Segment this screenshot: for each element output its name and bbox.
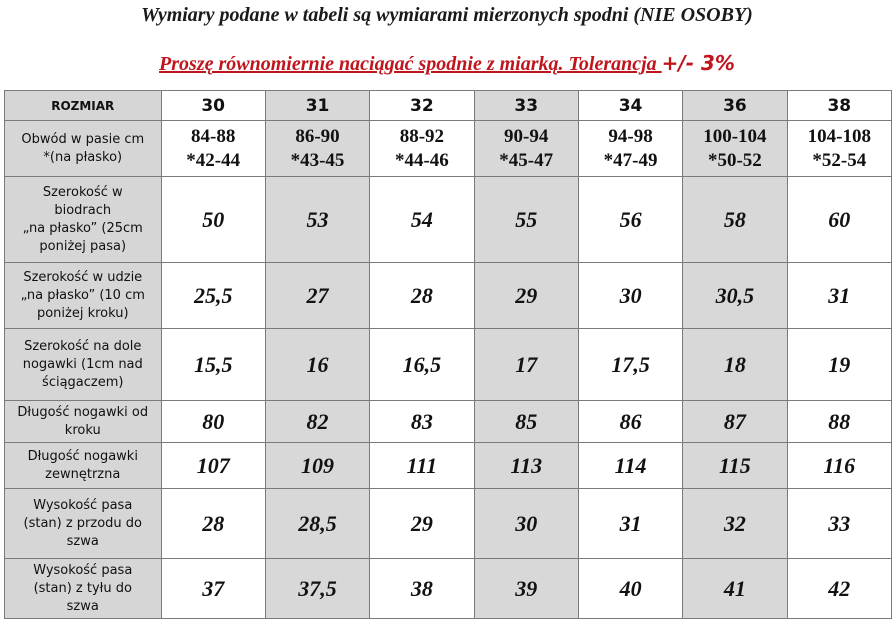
waist-cell xyxy=(787,121,891,177)
measurement-value: 40 xyxy=(578,559,682,619)
tolerance-value: +/- 3% xyxy=(661,51,735,75)
measurement-value: 53 xyxy=(265,177,369,263)
measurement-value: 115 xyxy=(683,443,787,489)
waist-flat-value: *43-45 xyxy=(290,149,345,171)
measurement-value: 16 xyxy=(265,329,369,401)
measurement-label xyxy=(5,401,162,443)
waist-label-line: *(na płasko) xyxy=(43,149,123,165)
waist-cm-value: 104-108 xyxy=(807,125,871,147)
waist-cell xyxy=(578,121,682,177)
waist-cm-value: 86-90 xyxy=(295,125,340,147)
size-column-header: ROZMIAR xyxy=(5,91,162,121)
size-34-header: 34 xyxy=(578,91,682,121)
measurement-value: 30,5 xyxy=(683,263,787,329)
measurement-label-line: biodrach xyxy=(54,202,112,218)
measurement-label-line: (stan) z tyłu do xyxy=(33,580,132,596)
waist-flat-value: *50-52 xyxy=(707,149,762,171)
measurement-row xyxy=(5,263,892,329)
measurement-value: 113 xyxy=(474,443,578,489)
waist-flat-value: *42-44 xyxy=(186,149,241,171)
measurement-value: 86 xyxy=(578,401,682,443)
waist-cm-value: 88-92 xyxy=(399,125,445,147)
measurement-value: 56 xyxy=(578,177,682,263)
measurement-value: 18 xyxy=(683,329,787,401)
measurement-value: 28 xyxy=(161,489,265,559)
measurement-row xyxy=(5,401,892,443)
measurement-value: 109 xyxy=(265,443,369,489)
header-instruction xyxy=(0,51,894,76)
measurement-value: 29 xyxy=(370,489,474,559)
waist-cm-value: 84-88 xyxy=(191,125,236,147)
measurement-value: 37,5 xyxy=(265,559,369,619)
waist-cell xyxy=(370,121,474,177)
measurement-value: 39 xyxy=(474,559,578,619)
measurement-value: 80 xyxy=(161,401,265,443)
measurement-row xyxy=(5,559,892,619)
measurement-label-line: „na płasko” (10 cm xyxy=(20,287,145,303)
measurement-value: 33 xyxy=(787,489,891,559)
size-30-header: 30 xyxy=(161,91,265,121)
measurement-value: 30 xyxy=(474,489,578,559)
waist-label-line: Obwód w pasie cm xyxy=(21,131,145,147)
size-38-header: 38 xyxy=(787,91,891,121)
waist-cell xyxy=(683,121,787,177)
measurement-value: 60 xyxy=(787,177,891,263)
measurement-label xyxy=(5,559,162,619)
measurement-label-line: poniżej pasa) xyxy=(39,238,127,254)
header-title: Wymiary podane w tabeli są wymiarami mierzonych spodni (NIE OSOBY) xyxy=(141,4,753,26)
measurement-row xyxy=(5,177,892,263)
measurement-label-line: szwa xyxy=(66,598,99,614)
measurement-label-line: Szerokość w udzie xyxy=(23,269,143,285)
measurement-label-line: Długość nogawki xyxy=(27,448,138,464)
measurement-value: 116 xyxy=(787,443,891,489)
measurement-value: 38 xyxy=(370,559,474,619)
measurement-value: 31 xyxy=(787,263,891,329)
waist-cm-value: 90-94 xyxy=(504,125,549,147)
measurement-value: 54 xyxy=(370,177,474,263)
measurement-value: 50 xyxy=(161,177,265,263)
measurement-value: 29 xyxy=(474,263,578,329)
measurement-value: 19 xyxy=(787,329,891,401)
measurement-label-line: (stan) z przodu do xyxy=(23,515,143,531)
measurement-value: 82 xyxy=(265,401,369,443)
measurement-value: 32 xyxy=(683,489,787,559)
size-32-header: 32 xyxy=(370,91,474,121)
measurement-value: 83 xyxy=(370,401,474,443)
waist-cell xyxy=(474,121,578,177)
waist-flat-value: *45-47 xyxy=(499,149,554,171)
measurement-label-line: nogawki (1cm nad xyxy=(22,356,143,372)
waist-flat-value: *52-54 xyxy=(812,149,867,171)
measurement-label xyxy=(5,263,162,329)
measurement-label xyxy=(5,489,162,559)
measurement-value: 41 xyxy=(683,559,787,619)
measurement-row xyxy=(5,489,892,559)
measurement-label-line: „na płasko” (25cm xyxy=(22,220,143,236)
measurement-value: 85 xyxy=(474,401,578,443)
size-header-row xyxy=(5,91,892,121)
measurement-label-line: Szerokość w xyxy=(42,184,123,200)
measurement-value: 114 xyxy=(578,443,682,489)
measurement-value: 58 xyxy=(683,177,787,263)
measurement-label-line: ściągaczem) xyxy=(42,374,124,390)
waist-cm-value: 94-98 xyxy=(608,125,653,147)
measurement-value: 16,5 xyxy=(370,329,474,401)
waist-flat-value: *44-46 xyxy=(394,149,449,171)
waist-row xyxy=(5,121,892,177)
measurement-label-line: Wysokość pasa xyxy=(33,497,133,513)
measurement-row xyxy=(5,443,892,489)
measurement-label xyxy=(5,443,162,489)
measurement-label-line: zewnętrzna xyxy=(45,466,121,482)
measurement-row xyxy=(5,329,892,401)
measurement-value: 17 xyxy=(474,329,578,401)
measurement-value: 107 xyxy=(161,443,265,489)
measurement-label xyxy=(5,329,162,401)
measurement-label-line: kroku xyxy=(64,422,101,438)
measurement-label-line: Szerokość na dole xyxy=(24,338,142,354)
measurement-value: 15,5 xyxy=(161,329,265,401)
measurement-value: 31 xyxy=(578,489,682,559)
waist-label xyxy=(5,121,162,177)
measurement-label-line: Długość nogawki od xyxy=(17,404,149,420)
size-31-header: 31 xyxy=(265,91,369,121)
size-33-header: 33 xyxy=(474,91,578,121)
measurement-value: 28 xyxy=(370,263,474,329)
measurement-value: 37 xyxy=(161,559,265,619)
measurement-value: 17,5 xyxy=(578,329,682,401)
measurement-label-line: szwa xyxy=(66,533,99,549)
measurement-label xyxy=(5,177,162,263)
measurement-label-line: Wysokość pasa xyxy=(33,562,133,578)
size-36-header: 36 xyxy=(683,91,787,121)
measurement-value: 88 xyxy=(787,401,891,443)
waist-cell xyxy=(161,121,265,177)
measurement-value: 111 xyxy=(370,443,474,489)
measurement-value: 87 xyxy=(683,401,787,443)
measurement-value: 27 xyxy=(265,263,369,329)
measurement-value: 28,5 xyxy=(265,489,369,559)
instruction-text: Proszę równomiernie naciągać spodnie z miarką. Tolerancja xyxy=(159,53,662,75)
measurement-label-line: poniżej kroku) xyxy=(36,305,129,321)
measurement-value: 42 xyxy=(787,559,891,619)
waist-cell xyxy=(265,121,369,177)
measurement-value: 30 xyxy=(578,263,682,329)
size-table xyxy=(4,90,892,619)
measurement-value: 55 xyxy=(474,177,578,263)
measurement-value: 25,5 xyxy=(161,263,265,329)
waist-flat-value: *47-49 xyxy=(603,149,658,171)
waist-cm-value: 100-104 xyxy=(703,125,767,147)
